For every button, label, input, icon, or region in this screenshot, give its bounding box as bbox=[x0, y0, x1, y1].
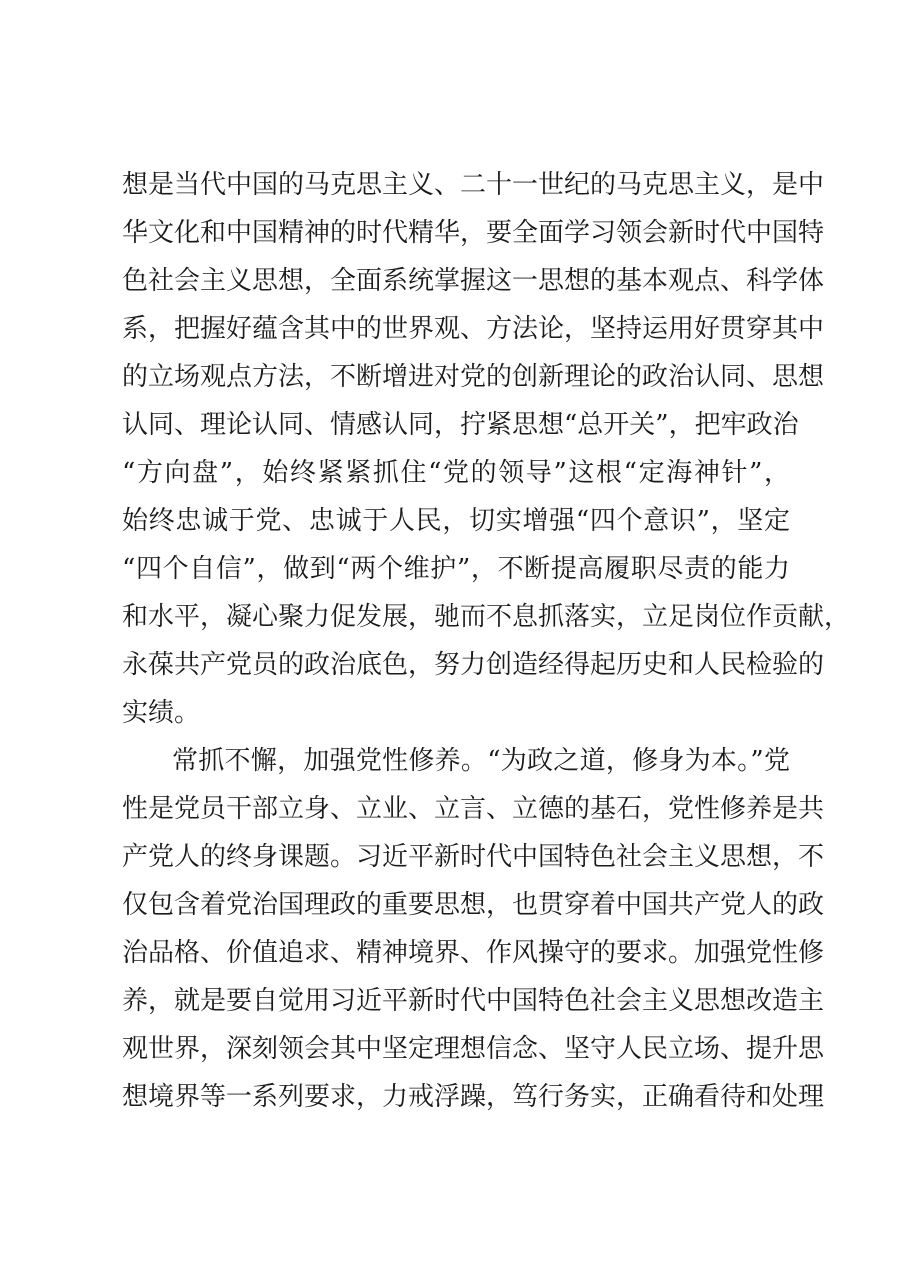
text-line: 产党人的终身课题。习近平新时代中国特色社会主义思想，不 bbox=[122, 842, 825, 872]
text-line: 华文化和中国精神的时代精华，要全面学习领会新时代中国特 bbox=[122, 218, 825, 248]
text-line: 治品格、价值追求、精神境界、作风操守的要求。加强党性修 bbox=[122, 938, 825, 968]
text-line: 始终忠诚于党、忠诚于人民，切实增强“四个意识”，坚定 bbox=[122, 506, 790, 536]
text-line: 想境界等一系列要求，力戒浮躁，笃行务实，正确看待和处理 bbox=[122, 1082, 825, 1112]
text-line: 认同、理论认同、情感认同，拧紧思想“总开关”，把牢政治 bbox=[122, 410, 799, 440]
text-line: 常抓不懈，加强党性修养。“为政之道，修身为本。”党 bbox=[172, 746, 790, 776]
text-line: 和水平，凝心聚力促发展，驰而不息抓落实，立足岗位作贡献， bbox=[122, 602, 851, 632]
text-line: “四个自信”，做到“两个维护”，不断提高履职尽责的能力 bbox=[122, 554, 790, 584]
text-line: 色社会主义思想，全面系统掌握这一思想的基本观点、科学体 bbox=[122, 266, 825, 296]
text-line: 想是当代中国的马克思主义、二十一世纪的马克思主义，是中 bbox=[122, 170, 825, 200]
text-line: 养，就是要自觉用习近平新时代中国特色社会主义思想改造主 bbox=[122, 986, 825, 1016]
text-line: 实绩。 bbox=[122, 698, 201, 728]
text-line: “方向盘”，始终紧紧抓住“党的领导”这根“定海神针”， bbox=[122, 458, 790, 488]
text-line: 的立场观点方法，不断增进对党的创新理论的政治认同、思想 bbox=[122, 362, 825, 392]
text-line: 仅包含着党治国理政的重要思想，也贯穿着中国共产党人的政 bbox=[122, 890, 825, 920]
text-line: 性是党员干部立身、立业、立言、立德的基石，党性修养是共 bbox=[122, 794, 825, 824]
text-line: 系，把握好蕴含其中的世界观、方法论，坚持运用好贯穿其中 bbox=[122, 314, 825, 344]
text-line: 永葆共产党员的政治底色，努力创造经得起历史和人民检验的 bbox=[122, 650, 825, 680]
text-line: 观世界，深刻领会其中坚定理想信念、坚守人民立场、提升思 bbox=[122, 1034, 825, 1064]
